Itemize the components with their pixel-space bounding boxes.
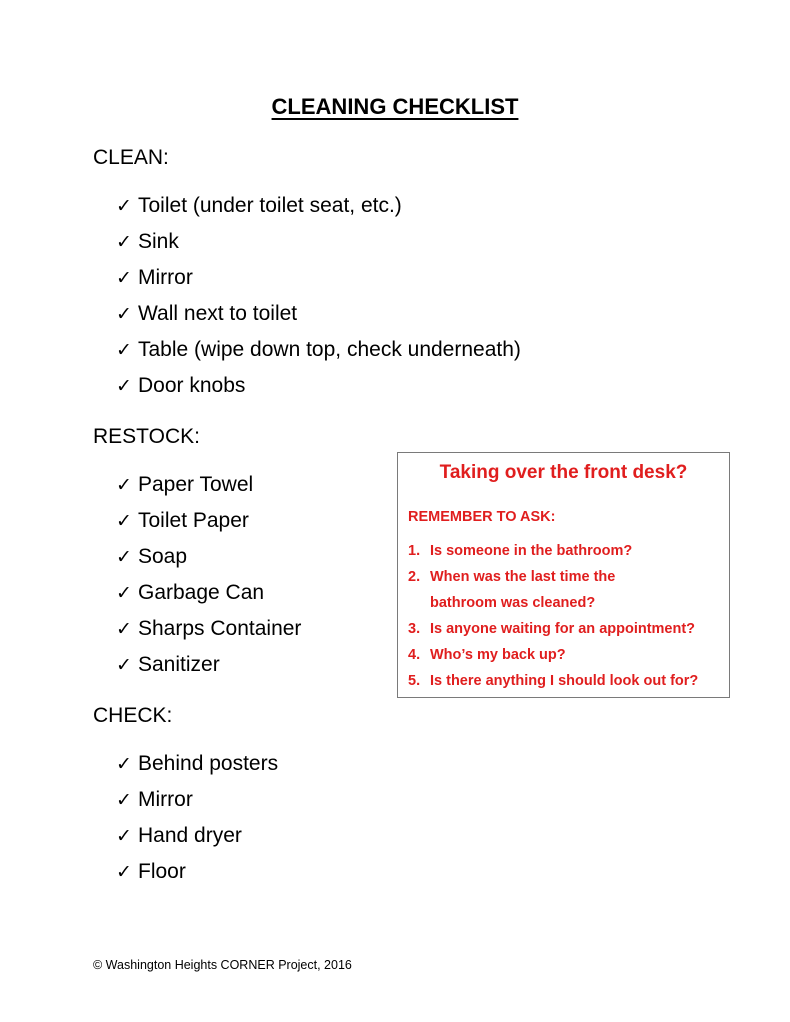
checkmark-icon: ✓ <box>116 790 132 811</box>
item-label: Floor <box>138 860 186 883</box>
callout-question <box>408 673 698 689</box>
checklist-item <box>116 581 264 605</box>
checklist-item <box>116 509 249 533</box>
item-label: Soap <box>138 545 188 568</box>
checklist-item <box>116 788 193 812</box>
checkmark-icon: ✓ <box>116 196 132 217</box>
question-number: 3. <box>408 621 421 637</box>
item-label: Mirror <box>138 788 193 811</box>
item-label: Hand dryer <box>138 824 242 847</box>
checklist-item <box>116 266 193 290</box>
callout-question-continued: bathroom was cleaned? <box>430 595 596 611</box>
question-number: 2. <box>408 569 421 585</box>
checklist-item <box>116 653 220 677</box>
item-label: Paper Towel <box>138 473 254 496</box>
checkmark-icon: ✓ <box>116 862 132 883</box>
checkmark-icon: ✓ <box>116 619 132 640</box>
callout-question <box>408 569 615 585</box>
callout-title: Taking over the front desk? <box>439 462 688 483</box>
question-number: 5. <box>408 673 421 689</box>
checkmark-icon: ✓ <box>116 754 132 775</box>
checklist-item <box>116 617 301 641</box>
checkmark-icon: ✓ <box>116 547 132 568</box>
checklist-item <box>116 194 402 218</box>
callout-subtitle: REMEMBER TO ASK: <box>408 509 556 525</box>
checkmark-icon: ✓ <box>116 826 132 847</box>
checklist-item <box>116 752 278 776</box>
checkmark-icon: ✓ <box>116 268 132 289</box>
question-number: 4. <box>408 647 421 663</box>
item-label: Wall next to toilet <box>138 302 298 325</box>
page-title <box>0 94 790 120</box>
question-text: When was the last time the <box>430 569 616 585</box>
checklist-item <box>116 545 187 569</box>
item-label: Behind posters <box>138 752 279 775</box>
question-text: Is someone in the bathroom? <box>430 543 633 559</box>
item-label: Toilet Paper <box>138 509 249 532</box>
item-label: Door knobs <box>138 374 246 397</box>
front-desk-callout <box>397 452 730 698</box>
item-label: Sink <box>138 230 179 253</box>
question-text: Who’s my back up? <box>430 647 566 663</box>
checklist-item <box>116 860 186 884</box>
callout-question <box>408 543 632 559</box>
item-label: Sharps Container <box>138 617 302 640</box>
section-heading-restock: RESTOCK: <box>93 425 200 448</box>
question-number: 1. <box>408 543 421 559</box>
copyright-footer: © Washington Heights CORNER Project, 2016 <box>93 958 352 972</box>
checkmark-icon: ✓ <box>116 475 132 496</box>
question-text: Is there anything I should look out for? <box>430 673 699 689</box>
checkmark-icon: ✓ <box>116 232 132 253</box>
checklist-item <box>116 473 253 497</box>
checklist-item <box>116 230 179 254</box>
section-heading-clean: CLEAN: <box>93 146 169 169</box>
item-label: Toilet (under toilet seat, etc.) <box>138 194 402 217</box>
page-title-text: CLEANING CHECKLIST <box>271 94 519 119</box>
checkmark-icon: ✓ <box>116 340 132 361</box>
checkmark-icon: ✓ <box>116 376 132 397</box>
item-label: Sanitizer <box>138 653 220 676</box>
section-heading-check: CHECK: <box>93 704 173 727</box>
checklist-item <box>116 302 297 326</box>
item-label: Garbage Can <box>138 581 265 604</box>
checkmark-icon: ✓ <box>116 304 132 325</box>
checkmark-icon: ✓ <box>116 583 132 604</box>
question-text: Is anyone waiting for an appointment? <box>430 621 696 637</box>
checkmark-icon: ✓ <box>116 655 132 676</box>
item-label: Table (wipe down top, check underneath) <box>138 338 521 361</box>
checklist-item <box>116 824 242 848</box>
checklist-item <box>116 338 521 362</box>
checklist-item <box>116 374 245 398</box>
item-label: Mirror <box>138 266 193 289</box>
checkmark-icon: ✓ <box>116 511 132 532</box>
callout-question <box>408 621 695 637</box>
callout-question <box>408 647 566 663</box>
